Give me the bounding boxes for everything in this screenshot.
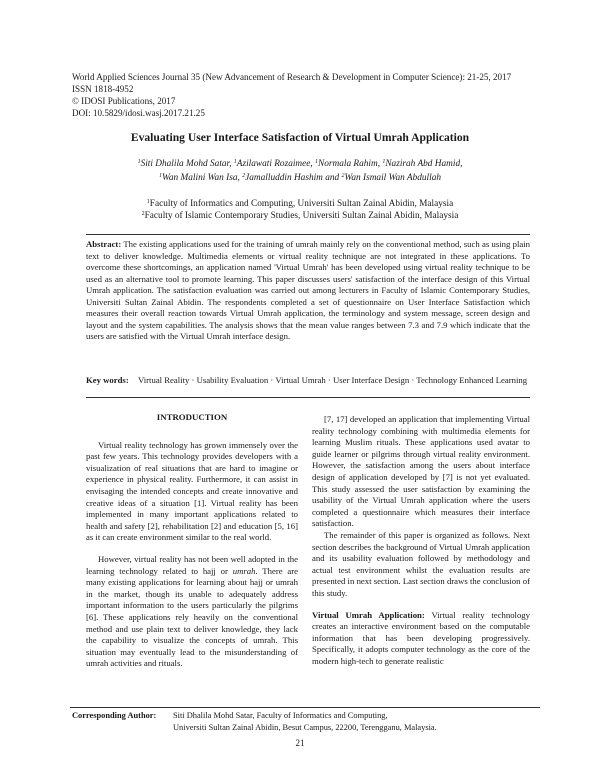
paper-title: Evaluating User Interface Satisfaction of Virtual Umrah Application <box>130 131 470 144</box>
journal-copyright: © IDOSI Publications, 2017 <box>72 96 176 106</box>
corresponding-author-line: Universiti Sultan Zainal Abidin, Besut Campus, 22200, Terengganu, Malaysia. <box>173 722 437 732</box>
abstract-top-rule <box>86 234 530 235</box>
paragraph: However, virtual reality has not been well adopted in the learning technology related to hajj or umrah. There are many existing applications for learning about hajj or umrah in the market, though its unable to adequately address important information to the users particularly the pilgrims [6]. These applications rely heavily on the conventional method and use plain text to deliver knowledge, they lack the capability to visualize the concepts of umrah. This situation may eventually lead to the misunderstanding of umrah activities and rituals. <box>86 553 299 669</box>
section-heading-introduction: INTRODUCTION <box>156 412 228 422</box>
right-column <box>312 414 530 667</box>
keywords-list: Virtual Reality · Usability Evaluation · Virtual Umrah · User Interface Design · Technology Enhanced Learning <box>138 375 528 385</box>
affiliation-list <box>40 198 560 222</box>
author: $^1$Wan Malini Wan Isa, <box>159 173 243 183</box>
journal-info <box>72 71 542 119</box>
paragraph: Virtual Umrah Application: Virtual reality technology creates an interactive environment based on the computable information that has been developing progressively. Specifically, it adopts computer technology as the core of the modern high-tech to generate realistic <box>312 609 530 666</box>
author: $^1$Normala Rahim, <box>315 159 383 169</box>
author-line-2 <box>40 171 560 185</box>
author: $^1$Nazirah Abd Hamid, <box>382 159 463 169</box>
corresponding-author-line: Siti Dhalila Mohd Satar, Faculty of Informatics and Computing, <box>173 711 388 720</box>
abstract-bottom-rule <box>86 397 530 398</box>
author: $^2$Jamalluddin Hashim and <box>242 173 342 183</box>
abstract <box>86 239 530 343</box>
paragraph: Virtual reality technology has grown immensely over the past few years. This technology provides developers with a visualization of real situations that are hard to imagine or experience in physical reality. Furthermore, it can assist in envisaging the intended concepts and create innovative and creative ideas of a situation [1]. Virtual reality has been implemented in many important applications related to health and safety [2], rehabilitation [2] and education [5, 16] as it can create environment similar to the real world. <box>86 439 298 543</box>
abstract-label: Abstract: <box>86 239 122 249</box>
corresponding-author-label: Corresponding Author: <box>72 711 157 720</box>
author-list <box>40 157 560 185</box>
abstract-text: The existing applications used for the training of umrah mainly rely on the conventional method, such as using plain text to deliver knowledge. Multimedia elements or virtual reality technique are not integrated in these applications. To overcome these shortcomings, an application named 'Virtual Umrah' has been developed using virtual reality technique to be used as an alternative tool to promote learning. This paper discusses users' satisfaction of the interface design of this Virtual Umrah application. The satisfaction evaluation was carried out among lecturers in Faculty of Islamic Contemporary Studies, Universiti Sultan Zainal Abidin. The respondents completed a set of questionnaire on User Interface Satisfaction which measures their overall reaction towards Virtual Umrah application, the terminology and system message, screen design and layout and the system capabilities. The analysis shows that the mean value ranges between 7.3 and 7.9 which indicate that the users are satisfied with the Virtual Umrah interface design. <box>86 239 531 341</box>
affiliation: $^2$Faculty of Islamic Contemporary Studies, Universiti Sultan Zainal Abidin, Malaysia <box>141 211 459 221</box>
journal-issn: ISSN 1818-4952 <box>72 84 134 94</box>
paragraph: [7, 17] developed an application that implementing Virtual reality technology combining with multimedia elements for learning Muslim rituals. These applications used avatar to guide learner or pilgrims through virtual reality environment. However, the satisfaction among the users about interface design of application developed by [7] is not yet evaluated. This study assessed the user satisfaction by examining the usability of the Virtual Umrah application where the users completed a questionnaire which measures their interface satisfaction. <box>312 414 530 529</box>
journal-doi: DOI: 10.5829/idosi.wasj.2017.21.25 <box>72 108 205 118</box>
left-column <box>86 412 298 670</box>
journal-citation: World Applied Sciences Journal 35 (New Advancement of Research & Development in Computer Science): 21-25, 2017 <box>72 72 512 82</box>
paragraph: The remainder of this paper is organized as follows. Next section describes the background of Virtual Umrah application and its usability evaluation followed by methodology and actual test environment whilst the evaluation results are presented in next section. Last section draws the conclusion of this study. <box>312 529 530 598</box>
author: $^1$Siti Dhalila Mohd Satar, <box>137 159 234 169</box>
keywords-label: Key words: <box>86 375 129 385</box>
author: $^2$Wan Ismail Wan Abdullah <box>341 173 441 183</box>
affiliation: $^1$Faculty of Informatics and Computing, Universiti Sultan Zainal Abidin, Malaysia <box>146 199 454 209</box>
footer-rule <box>70 707 540 708</box>
author: $^1$Azilawati Rozaimee, <box>233 159 316 169</box>
page-number: 21 <box>295 738 305 748</box>
author-line-1 <box>40 157 560 171</box>
subsection-heading: Virtual Umrah Application: <box>312 609 425 620</box>
